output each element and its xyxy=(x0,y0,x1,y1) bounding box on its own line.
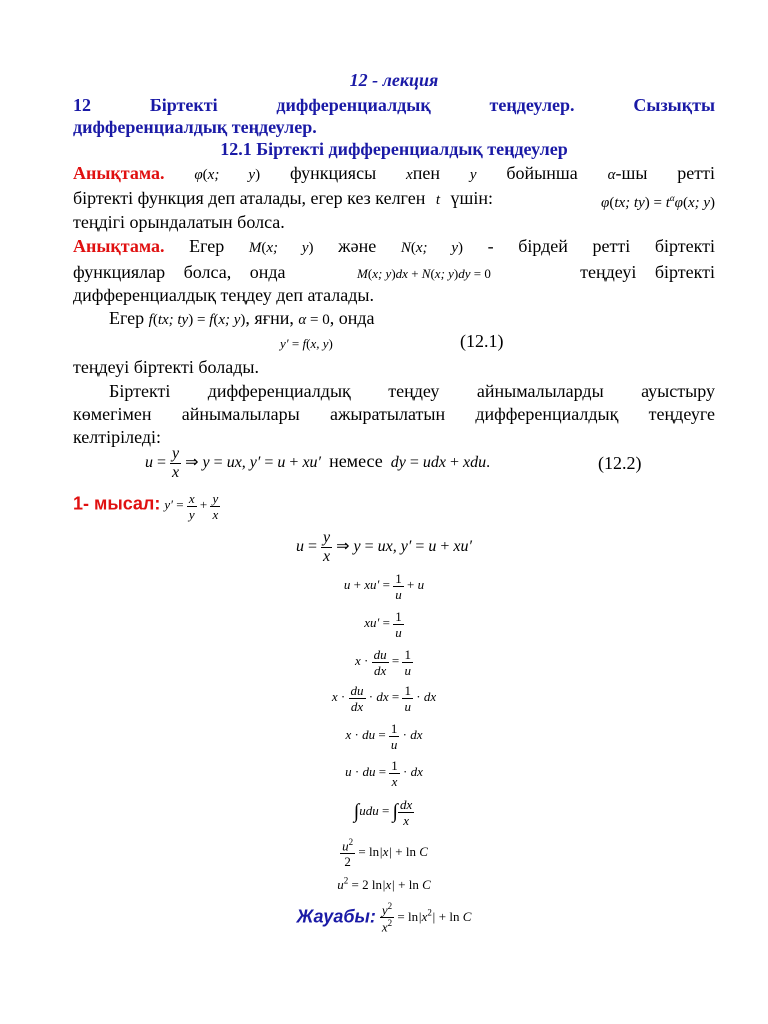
step-6: u · du = $\frac{1}{x}$ · dx xyxy=(345,758,423,789)
paragraph-3-line1: Егер f(tx; ty) = f(x; y), яғни, α = 0, онда xyxy=(109,308,375,328)
formula-12-1: y′ = f(x, y) xyxy=(280,336,333,351)
answer-label: Жауабы: xyxy=(296,906,376,927)
definition-2-line1: Анықтама. Егер M(x; y) және N(x; y) - бірдей ретті біртекті xyxy=(73,236,716,256)
paragraph-4-line1: Біртекті дифференциалдық теңдеу айнымалыларды ауыстыру xyxy=(109,381,715,401)
definition-label: Анықтама. xyxy=(73,236,165,256)
definition-label: Анықтама. xyxy=(73,163,165,183)
formula-homogeneous-function: φ(tx; $ty) = t^\alpha\varphi(x$; y) xyxy=(601,193,715,211)
formula-mdx-ndy: M(x; y)dx + N(x; y)dy = 0 xyxy=(357,266,491,281)
definition-2-line3: дифференциалдық теңдеу деп аталады. xyxy=(73,285,374,305)
formula-12-2: u = $\frac{y}{x}$ ⇒ y = ux, y′ = u + xu′ немесе dy = udx + xdu. xyxy=(145,445,491,481)
paragraph-4-line2: көмегімен айнымалылары ажыратылатын дифференциалдық теңдеуге xyxy=(73,404,715,424)
example-label: 1- мысал: xyxy=(73,493,161,514)
step-8: $\frac{u^2}{2}$ = ln|x| + ln C xyxy=(342,837,428,870)
formula-phi: φ(x; y) xyxy=(194,167,261,183)
definition-1-line2: біртекті функция деп аталады, егер кез келген t үшін: φ(tx; $ty) = t^\alpha\varphi(x$; y) xyxy=(73,187,715,211)
section-heading-line1: 12 Біртекті дифференциалдық теңдеулер. Сызықты xyxy=(73,95,715,115)
definition-2-line2: функциялар болса, онда M(x; y)dx + N(x; y)dy = 0 теңдеуі біртекті xyxy=(73,261,715,283)
step-3: x · $\frac{du}{dx}$ = $\frac{1}{u}$ xyxy=(355,647,411,678)
definition-1-line1: Анықтама. φ(x; y) функциясы xпен y бойынша α-шы ретті xyxy=(73,163,716,183)
lecture-title: 12 - лекция xyxy=(349,70,439,90)
answer-line: Жауабы: $\frac{y^2}{x^2}$ = $\ln|x^2| + \ln C$ xyxy=(296,901,472,935)
paragraph-4-line3: келтіріледі: xyxy=(73,427,162,447)
step-5: x · du = $\frac{1}{u}$ · dx xyxy=(345,721,423,752)
step-substitution: u = $\frac{y}{x}$ ⇒ y = ux, y′ = u + xu′ xyxy=(295,529,473,565)
example-1-line: 1- мысал: y′ = $\frac{x}{y}$ + $\frac{y}{x}$ xyxy=(73,491,219,522)
section-heading-line2: дифференциалдық теңдеулер. xyxy=(73,117,317,137)
definition-1-line3: теңдігі орындалатын болса. xyxy=(73,212,285,232)
step-2: xu′ = $\frac{1}{u}$ xyxy=(364,609,402,640)
subsection-heading: 12.1 Біртекті дифференциалдық теңдеулер xyxy=(220,139,568,159)
step-1: u + xu′ = $\frac{1}{u}$ + u xyxy=(343,571,425,602)
equation-number-12-2: (12.2) xyxy=(598,453,642,473)
step-4: x · $\frac{du}{dx}$ · dx = $\frac{1}{u}$ · dx xyxy=(331,683,437,714)
step-9: $u^2 = 2$ ln|x| + ln C xyxy=(337,876,431,893)
step-7-integral: ∫udu = ∫ $\frac{dx}{x}$ xyxy=(353,797,413,828)
equation-number-12-1: (12.1) xyxy=(460,331,504,351)
paragraph-3-line2: теңдеуі біртекті болады. xyxy=(73,357,259,377)
